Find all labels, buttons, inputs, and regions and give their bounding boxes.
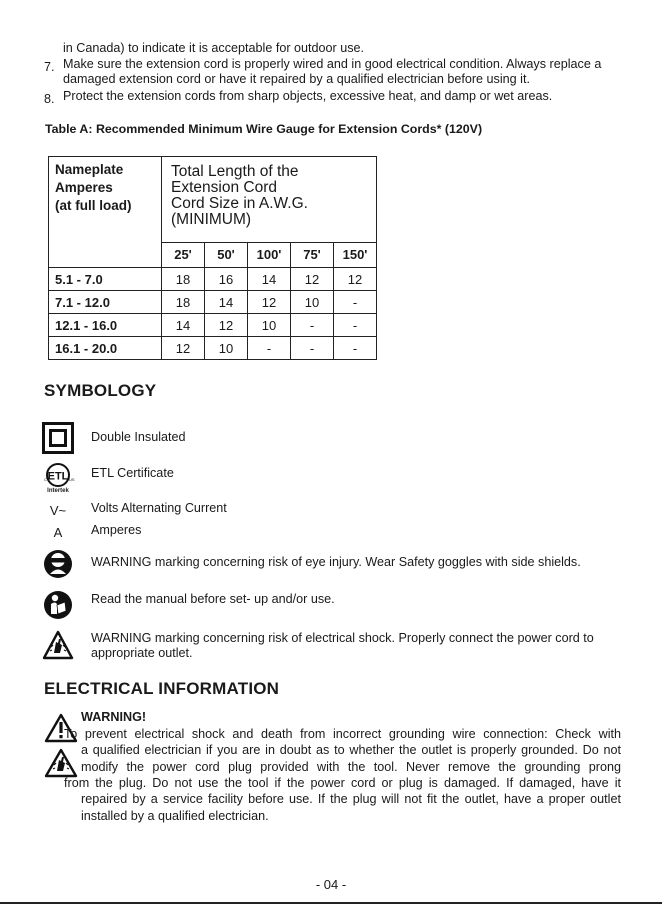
symbol-row-volts — [42, 500, 632, 520]
electrical-shock-warning-icon — [42, 628, 74, 662]
intertek-text: Intertek — [47, 487, 69, 494]
gauge-cell: 10 — [205, 337, 248, 360]
amps-cell: 7.1 - 12.0 — [49, 291, 162, 314]
length-cell: 150' — [334, 242, 377, 267]
symbol-row-etl — [42, 458, 632, 498]
header-line: Total Length of the — [171, 163, 299, 180]
gauge-cell: 12 — [162, 337, 205, 360]
warning-line-1: To prevent electrical shock and death from incorrect grounding wire connection: Check with — [64, 727, 621, 741]
gauge-cell: 14 — [162, 314, 205, 337]
symbol-row-electric-shock — [42, 628, 632, 662]
table-row — [49, 268, 377, 291]
gauge-cell: - — [291, 314, 334, 337]
list-item-8 — [44, 89, 624, 105]
symbol-row-amperes — [42, 522, 632, 542]
symbology-heading: SYMBOLOGY — [44, 381, 157, 400]
symbol-row-read-manual — [42, 588, 632, 620]
gauge-cell: 12 — [291, 268, 334, 291]
gauge-cell: - — [334, 337, 377, 360]
header-line: Cord Size in A.W.G. — [171, 195, 308, 212]
symbol-label: Read the manual before set- up and/or use. — [91, 592, 335, 606]
header-line: Extension Cord — [171, 179, 277, 196]
amps-cell: 16.1 - 20.0 — [49, 337, 162, 360]
gauge-cell: 12 — [334, 268, 377, 291]
gauge-cell: - — [334, 314, 377, 337]
page-number: - 04 - — [315, 877, 347, 892]
gauge-cell: 10 — [248, 314, 291, 337]
gauge-cell: 14 — [248, 268, 291, 291]
etl-certificate-icon — [42, 458, 74, 498]
cord-length-header — [162, 157, 377, 243]
table-row — [49, 337, 377, 360]
gauge-cell: 12 — [205, 314, 248, 337]
symbol-row-double-insulated — [42, 421, 632, 455]
warning-tail: repaired by a service facility before use. If the plug will not fit the outlet, have a proper outlet installed by a qualified electrician. — [81, 792, 621, 823]
safety-goggles-icon — [42, 547, 74, 581]
gauge-cell: - — [248, 337, 291, 360]
list-number: 8. — [44, 92, 55, 106]
intro-continued-line: in Canada) to indicate it is acceptable for outdoor use. — [63, 41, 365, 55]
gauge-cell: 10 — [291, 291, 334, 314]
symbol-label: Amperes — [91, 523, 142, 537]
list-text: Make sure the extension cord is properly wired and in good electrical condition. Always replace a damaged extension cord or have it repaired by a qualified electrician before using it. — [63, 57, 602, 86]
header-line: (MINIMUM) — [171, 211, 252, 228]
header-line: Amperes — [55, 180, 113, 195]
svg-text:C: C — [44, 476, 47, 482]
amps-cell: 5.1 - 7.0 — [49, 268, 162, 291]
gauge-cell: 18 — [162, 291, 205, 314]
symbol-label: WARNING marking concerning risk of eye injury. Wear Safety goggles with side shields. — [91, 555, 581, 569]
length-cell: 75' — [291, 242, 334, 267]
symbol-row-eye-protection — [42, 547, 632, 579]
table-row — [49, 291, 377, 314]
svg-text:US: US — [69, 476, 75, 482]
warning-label: WARNING! — [81, 710, 147, 724]
double-insulated-icon — [42, 421, 74, 455]
list-text: Protect the extension cords from sharp objects, excessive heat, and damp or wet areas. — [63, 89, 553, 103]
volts-symbol: V~ — [49, 502, 67, 518]
gauge-cell: - — [334, 291, 377, 314]
amps-cell: 12.1 - 16.0 — [49, 314, 162, 337]
footer-rule — [0, 902, 662, 904]
gauge-cell: 18 — [162, 268, 205, 291]
list-number: 7. — [44, 60, 55, 74]
list-item-7 — [44, 57, 624, 89]
warning-line-from: from the plug. Do not use the tool if the power cord or plug is damaged. If damaged, have it — [64, 776, 621, 790]
header-line: Nameplate — [55, 162, 124, 177]
gauge-cell: 14 — [205, 291, 248, 314]
gauge-cell: 16 — [205, 268, 248, 291]
symbol-label: ETL Certificate — [91, 466, 174, 480]
amperes-icon — [42, 522, 74, 542]
warning-body: a qualified electrician if you are in doubt as to whether the outlet is properly grounded. Do not modify the power cord plug provided with the tool. Never remove the grounding prong — [81, 743, 621, 774]
gauge-cell: - — [291, 337, 334, 360]
volts-ac-icon — [42, 500, 74, 520]
symbol-label: Volts Alternating Current — [91, 501, 227, 515]
amperes-symbol: A — [53, 524, 63, 540]
length-cell: 25' — [162, 242, 205, 267]
table-row — [49, 314, 377, 337]
symbol-label: WARNING marking concerning risk of electrical shock. Properly connect the power cord to appropriate outlet. — [91, 631, 594, 660]
electrical-heading: ELECTRICAL INFORMATION — [44, 679, 280, 698]
wire-gauge-table — [48, 156, 377, 360]
symbol-label: Double Insulated — [91, 430, 186, 444]
length-cell: 100' — [248, 242, 291, 267]
header-line: (at full load) — [55, 198, 132, 213]
length-cell: 50' — [205, 242, 248, 267]
svg-text:ETL: ETL — [47, 470, 69, 482]
nameplate-amperes-header — [49, 157, 162, 268]
table-title: Table A: Recommended Minimum Wire Gauge for Extension Cords* (120V) — [45, 122, 483, 136]
table-header-row — [49, 157, 377, 243]
gauge-cell: 12 — [248, 291, 291, 314]
read-manual-icon — [42, 588, 74, 622]
